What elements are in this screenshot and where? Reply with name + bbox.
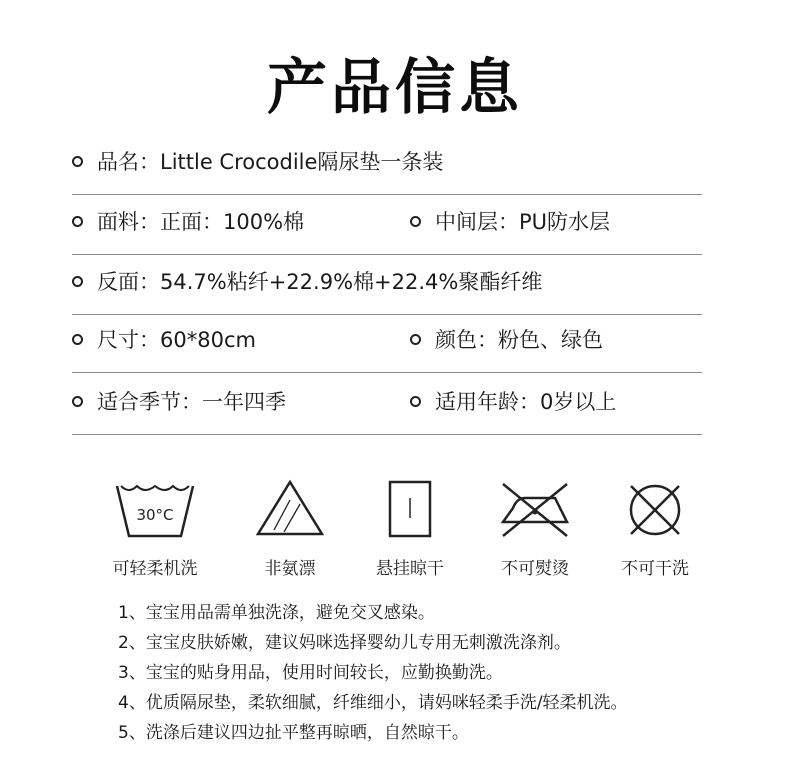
product-name-text: 品名：Little Crocodile隔尿垫一条装 xyxy=(97,150,444,174)
care-item xyxy=(480,478,590,579)
care-label: 悬挂晾干 xyxy=(376,559,444,579)
bullet-icon xyxy=(410,396,421,407)
care-label: 不可熨烫 xyxy=(501,559,569,579)
care-item xyxy=(235,478,345,579)
care-item xyxy=(100,478,210,579)
care-icons xyxy=(100,478,720,578)
size-text: 尺寸：60*80cm xyxy=(97,328,256,352)
bullet-icon xyxy=(72,156,83,167)
note-item: 2、宝宝皮肤娇嫩，建议妈咪选择婴幼儿专用无刺激洗涤剂。 xyxy=(118,633,571,653)
info-row-product-name xyxy=(72,135,702,195)
care-notes xyxy=(118,598,628,748)
do-not-dry-clean-icon xyxy=(615,478,695,540)
bullet-icon xyxy=(72,216,83,227)
divider xyxy=(72,372,702,373)
note-item: 5、洗涤后建议四边扯平整再晾晒，自然晾干。 xyxy=(118,723,469,743)
info-row-season xyxy=(72,375,702,435)
care-item xyxy=(355,478,465,579)
non-chlorine-bleach-icon xyxy=(250,478,330,540)
divider xyxy=(72,434,702,435)
fabric-back-text: 反面：54.7%粘纤+22.9%棉+22.4%聚酯纤维 xyxy=(97,270,543,294)
note-item: 1、宝宝用品需单独洗涤，避免交叉感染。 xyxy=(118,603,435,623)
bullet-icon xyxy=(410,216,421,227)
line-dry-icon xyxy=(370,478,450,540)
info-row-size xyxy=(72,313,702,373)
care-item xyxy=(600,478,710,579)
care-label: 不可干洗 xyxy=(621,559,689,579)
color-text: 颜色：粉色、绿色 xyxy=(435,328,603,352)
middle-layer-text: 中间层：PU防水层 xyxy=(435,210,611,234)
bullet-icon xyxy=(72,396,83,407)
page-title: 产品信息 xyxy=(267,53,523,123)
bullet-icon xyxy=(72,334,83,345)
note-item: 4、优质隔尿垫，柔软细腻，纤维细小，请妈咪轻柔手洗/轻柔机洗。 xyxy=(118,693,628,713)
do-not-iron-icon xyxy=(495,478,575,540)
info-row-fabric xyxy=(72,195,702,255)
note-item: 3、宝宝的贴身用品，使用时间较长，应勤换勤洗。 xyxy=(118,663,503,683)
bullet-icon xyxy=(410,334,421,345)
age-text: 适用年龄：0岁以上 xyxy=(435,390,617,414)
care-label: 可轻柔机洗 xyxy=(112,559,198,579)
svg-text:30°C: 30°C xyxy=(136,506,174,524)
season-text: 适合季节：一年四季 xyxy=(97,390,286,414)
wash-30-icon xyxy=(115,478,195,540)
fabric-front-text: 面料：正面：100%棉 xyxy=(97,210,305,234)
info-row-back xyxy=(72,255,702,315)
bullet-icon xyxy=(72,276,83,287)
care-label: 非氨漂 xyxy=(264,559,316,579)
